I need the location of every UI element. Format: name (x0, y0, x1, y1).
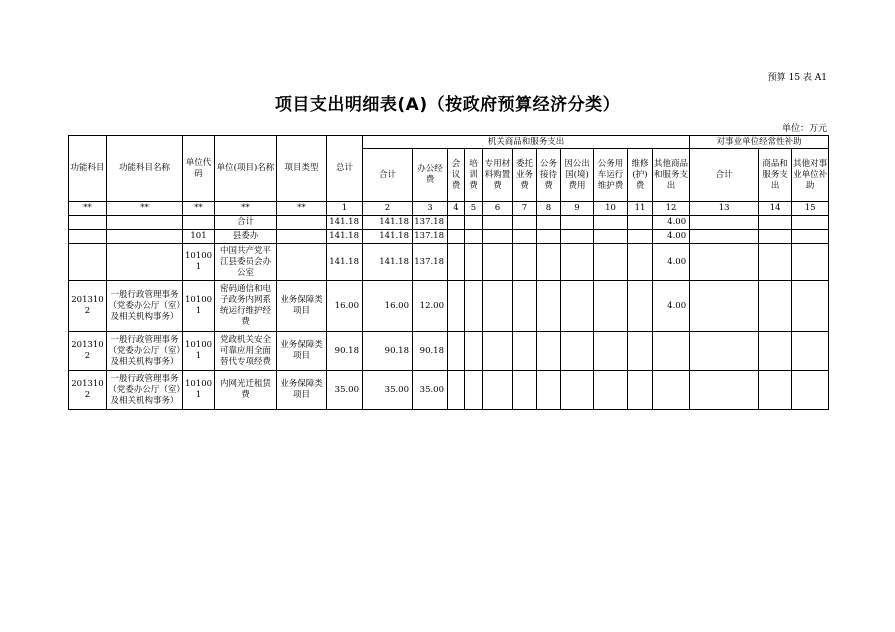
table-cell: 业务保障类项目 (277, 281, 327, 332)
table-cell (107, 216, 183, 230)
column-index-cell: 9 (561, 202, 594, 216)
table-cell (690, 332, 759, 371)
column-index-cell: 3 (413, 202, 448, 216)
table-cell (465, 281, 483, 332)
table-cell (537, 244, 561, 281)
column-index-cell: 15 (792, 202, 829, 216)
table-cell: 12.00 (413, 281, 448, 332)
header-goods-col: 因公出国(境)费用 (561, 149, 594, 202)
table-cell (465, 216, 483, 230)
table-cell (759, 216, 792, 230)
header-goods-col: 公务用车运行维护费 (594, 149, 628, 202)
table-cell: 101001 (183, 281, 215, 332)
table-cell (513, 230, 537, 244)
table-cell: 141.18 (327, 244, 363, 281)
table-cell (513, 371, 537, 410)
table-cell (483, 332, 513, 371)
header-goods-col: 公务接待费 (537, 149, 561, 202)
column-index-cell: ** (277, 202, 327, 216)
table-cell (561, 216, 594, 230)
header-goods-col: 其他商品和服务支出 (653, 149, 690, 202)
table-cell (277, 230, 327, 244)
header-subsidy-col: 商品和服务支出 (759, 149, 792, 202)
table-cell: 141.18 (327, 216, 363, 230)
table-cell (792, 230, 829, 244)
header-unit-name: 单位(项目)名称 (215, 136, 277, 202)
table-cell (690, 371, 759, 410)
table-cell (537, 281, 561, 332)
header-project-type: 项目类型 (277, 136, 327, 202)
table-row (69, 332, 829, 371)
form-tag: 预算 15 表 A1 (767, 73, 827, 83)
table-row (69, 281, 829, 332)
header-goods-col: 专用材料购置费 (483, 149, 513, 202)
table-cell: 一般行政管理事务（党委办公厅（室）及相关机构事务） (107, 371, 183, 410)
table-cell: 137.18 (413, 244, 448, 281)
header-goods-col: 办公经费 (413, 149, 448, 202)
table-cell (537, 332, 561, 371)
table-cell (690, 230, 759, 244)
table-cell (69, 244, 107, 281)
table-cell: 4.00 (653, 281, 690, 332)
header-group-subsidy: 对事业单位经常性补助 (690, 136, 829, 149)
table-cell: 业务保障类项目 (277, 332, 327, 371)
header-func-name: 功能科目名称 (107, 136, 183, 202)
table-cell (792, 332, 829, 371)
table-cell (465, 371, 483, 410)
table-cell (513, 332, 537, 371)
table-cell: 141.18 (363, 216, 413, 230)
header-goods-col: 委托业务费 (513, 149, 537, 202)
table-cell (448, 216, 465, 230)
table-cell: 密码通信和电子政务内网系统运行维护经费 (215, 281, 277, 332)
column-index-cell: 6 (483, 202, 513, 216)
table-cell (792, 371, 829, 410)
table-cell (628, 216, 653, 230)
table-cell (628, 244, 653, 281)
table-cell: 35.00 (327, 371, 363, 410)
column-index-cell: 12 (653, 202, 690, 216)
table-cell (792, 216, 829, 230)
header-goods-col: 会议费 (448, 149, 465, 202)
table-cell: 一般行政管理事务（党委办公厅（室）及相关机构事务） (107, 281, 183, 332)
table-cell (690, 244, 759, 281)
table-cell (69, 216, 107, 230)
table-cell (594, 230, 628, 244)
table-cell: 党政机关安全可靠应用全面替代专项经费 (215, 332, 277, 371)
column-index-cell: ** (215, 202, 277, 216)
table-cell (759, 244, 792, 281)
table-cell (465, 332, 483, 371)
table-cell (594, 216, 628, 230)
table-cell (277, 244, 327, 281)
table-cell (69, 230, 107, 244)
column-index-cell: 8 (537, 202, 561, 216)
table-cell (465, 244, 483, 281)
table-cell (628, 332, 653, 371)
table-cell (594, 332, 628, 371)
table-cell (792, 281, 829, 332)
table-cell (277, 216, 327, 230)
table-cell: 137.18 (413, 230, 448, 244)
table-cell: 90.18 (363, 332, 413, 371)
table-cell: 101001 (183, 244, 215, 281)
table-cell (448, 371, 465, 410)
table-cell (561, 281, 594, 332)
table-cell (183, 216, 215, 230)
table-row (69, 230, 829, 244)
table-cell (759, 281, 792, 332)
table-cell (653, 332, 690, 371)
table-cell: 141.18 (327, 230, 363, 244)
table-cell: 4.00 (653, 230, 690, 244)
table-cell: 35.00 (413, 371, 448, 410)
table-cell: 2013102 (69, 281, 107, 332)
table-cell: 业务保障类项目 (277, 371, 327, 410)
page-title: 项目支出明细表(A)（按政府预算经济分类） (274, 95, 621, 115)
column-index-cell: 11 (628, 202, 653, 216)
table-cell (594, 371, 628, 410)
table-cell: 137.18 (413, 216, 448, 230)
table-row (69, 216, 829, 230)
header-goods-col: 培训费 (465, 149, 483, 202)
table-cell (483, 216, 513, 230)
table-cell (448, 244, 465, 281)
header-subsidy-col: 合计 (690, 149, 759, 202)
table-cell (653, 371, 690, 410)
table-cell (561, 244, 594, 281)
table-row (69, 371, 829, 410)
table-cell (561, 230, 594, 244)
column-index-cell: 14 (759, 202, 792, 216)
table-cell: 2013102 (69, 332, 107, 371)
table-cell: 101 (183, 230, 215, 244)
table-cell (690, 216, 759, 230)
column-index-cell: ** (107, 202, 183, 216)
table-cell: 县委办 (215, 230, 277, 244)
table-cell: 中国共产党平江县委员会办公室 (215, 244, 277, 281)
table-cell (537, 216, 561, 230)
table-cell: 4.00 (653, 244, 690, 281)
table-cell (537, 371, 561, 410)
table-cell: 一般行政管理事务（党委办公厅（室）及相关机构事务） (107, 332, 183, 371)
header-unit-code: 单位代码 (183, 136, 215, 202)
table-cell (448, 230, 465, 244)
table-cell (483, 371, 513, 410)
table-cell (483, 281, 513, 332)
table-cell (690, 281, 759, 332)
table-cell: 合计 (215, 216, 277, 230)
table-cell: 2013102 (69, 371, 107, 410)
table-cell (465, 230, 483, 244)
column-index-cell: 10 (594, 202, 628, 216)
table-cell (448, 332, 465, 371)
table-cell (628, 281, 653, 332)
table-cell (792, 244, 829, 281)
table-cell: 90.18 (327, 332, 363, 371)
header-func-code: 功能科目 (69, 136, 107, 202)
table-cell (448, 281, 465, 332)
table-cell (107, 244, 183, 281)
table-cell (513, 244, 537, 281)
table-cell (513, 216, 537, 230)
header-goods-col: 维修(护)费 (628, 149, 653, 202)
header-group-goods-services: 机关商品和服务支出 (363, 136, 690, 149)
table-cell (759, 230, 792, 244)
table-cell (561, 332, 594, 371)
column-index-cell: 13 (690, 202, 759, 216)
column-index-cell: 4 (448, 202, 465, 216)
table-cell: 16.00 (327, 281, 363, 332)
table-cell: 101001 (183, 371, 215, 410)
header-goods-col: 合计 (363, 149, 413, 202)
budget-table (68, 135, 829, 410)
table-cell (513, 281, 537, 332)
header-subsidy-col: 其他对事业单位补助 (792, 149, 829, 202)
column-index-cell: 2 (363, 202, 413, 216)
table-cell (594, 244, 628, 281)
column-index-cell: 1 (327, 202, 363, 216)
unit-label: 单位：万元 (781, 124, 827, 134)
table-cell: 90.18 (413, 332, 448, 371)
table-cell (561, 371, 594, 410)
column-index-cell: 5 (465, 202, 483, 216)
table-row (69, 244, 829, 281)
table-cell: 内网光迁租赁费 (215, 371, 277, 410)
table-cell (107, 230, 183, 244)
table-cell: 35.00 (363, 371, 413, 410)
table-cell (759, 371, 792, 410)
table-cell: 101001 (183, 332, 215, 371)
column-index-cell: ** (69, 202, 107, 216)
table-cell: 141.18 (363, 244, 413, 281)
table-cell (537, 230, 561, 244)
table-cell: 16.00 (363, 281, 413, 332)
table-cell (483, 230, 513, 244)
table-cell: 4.00 (653, 216, 690, 230)
table-cell (759, 332, 792, 371)
table-cell (594, 281, 628, 332)
table-cell: 141.18 (363, 230, 413, 244)
column-index-cell: ** (183, 202, 215, 216)
table-cell (628, 230, 653, 244)
table-cell (628, 371, 653, 410)
column-index-cell: 7 (513, 202, 537, 216)
table-cell (483, 244, 513, 281)
header-total: 总计 (327, 136, 363, 202)
